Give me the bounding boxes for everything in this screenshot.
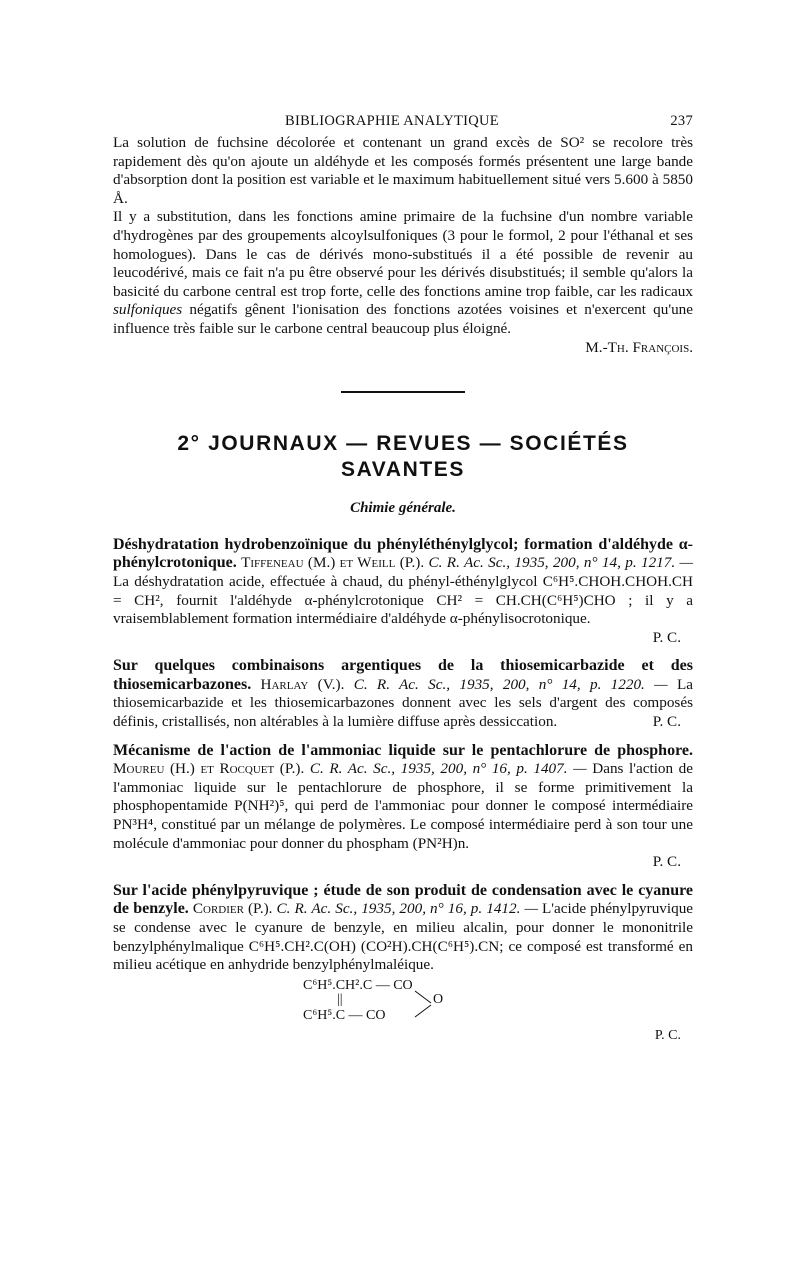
article-1-signature: P. C.	[652, 628, 681, 646]
intro-signature: M.-Th. François.	[585, 338, 693, 356]
article-3-ref: C. R. Ac. Sc., 1935, 200, n° 16, p. 1407. —	[309, 760, 587, 778]
anhydride-formula	[113, 977, 693, 1043]
article-1-body: La déshydratation acide, effectuée à chaud, du phényl-éthénylglycol C⁶H⁵.CHOH.CHOH.CH = CH², fournit l'aldéhyde α-phénylcrotonique CH² = CH.CH(C⁶H⁵)CHO ; il y a vraisemblablement formation intermédiaire d'aldéhyde α-phénylisocrotonique.	[113, 572, 693, 628]
formula-double-bond: ||	[337, 991, 343, 1007]
article-2-signature: P. C.	[652, 713, 681, 731]
article-3-body: Dans l'action de l'ammoniac liquide sur le pentachlorure de phosphore, il se forme primitivement la phosphopentamide P(NH²)⁵, qui perd de l'ammoniac pour donner le composé intermédiaire PN³H⁴, constitué par un mélange de polymères. Le composé intermédiaire perd à son tour une molécule d'ammoniac pour donner du phospham (PN²H)n.	[113, 760, 694, 852]
article-2-text	[113, 657, 693, 731]
article-4-title: Sur l'acide phénylpyruvique ; étude de son produit de condensation avec le cyanure de benzyle.	[113, 881, 693, 918]
article-1	[113, 536, 693, 648]
article-4-body: L'acide phénylpyruvique se condense avec le cyanure de benzyle, en milieu alcalin, pour donner le mononitrile benzylphénylmalique C⁶H⁵.CH².C(OH) (CO²H).CH(C⁶H⁵).CN; ce composé est transformé en milieu acétique en anhydride benzylphénylmaléique.	[113, 900, 694, 974]
subsection-title: Chimie générale.	[350, 500, 456, 517]
formula-oxygen: O	[433, 991, 444, 1007]
article-3-title: Mécanisme de l'action de l'ammoniac liquide sur le pentachlorure de phosphore.	[113, 741, 693, 759]
intro-paragraph-2-em: sulfoniques	[113, 301, 183, 319]
article-3	[113, 742, 693, 872]
section-divider	[341, 391, 465, 393]
article-3-authors: Moureu (H.) et Rocquet (P.).	[113, 760, 305, 778]
formula-line-2: C⁶H⁵.C — CO	[303, 1007, 386, 1023]
article-1-text	[113, 536, 693, 629]
article-1-authors: Tiffeneau (M.) et Weill (P.).	[241, 554, 425, 572]
intro-paragraph-1: La solution de fuchsine décolorée et contenant un grand excès de SO² se recolore très rapidement dès qu'on ajoute un aldéhyde et les composés formés présentent une large bande d'absorption dont la position est variable et le maximum habituellement situé vers 5.600 à 5850 Å.	[113, 134, 693, 207]
running-title: BIBLIOGRAPHIE ANALYTIQUE	[285, 113, 499, 129]
article-2-authors: Harlay (V.).	[260, 675, 345, 693]
page-number: 237	[670, 113, 693, 129]
article-1-ref: C. R. Ac. Sc., 1935, 200, n° 14, p. 1217. —	[428, 554, 694, 572]
page	[113, 112, 693, 1047]
article-4-text	[113, 882, 693, 975]
intro-paragraph-2-a: Il y a substitution, dans les fonctions amine primaire de la fuchsine d'un nombre variable d'hydrogènes par des groupements alcoylsulfoniques (3 pour le formol, 2 pour l'éthanal et ses homologues). Dans le cas de dérivés mono-substitués il a été possible de revenir au leucodérivé, mais ce fait n'a pu être observé pour les dérivés disubstitués; il semble qu'alors la basicité du carbone central est trop forte, celle des fonctions amine trop faible, car les radicaux	[113, 208, 693, 300]
article-4-authors: Cordier (P.).	[192, 900, 273, 918]
article-4	[113, 881, 694, 1043]
article-1-title: Déshydratation hydrobenzoïnique du phényléthénylglycol; formation d'aldéhyde α-phénylcrotonique.	[113, 535, 693, 572]
article-2-title: Sur quelques combinaisons argentiques de la thiosemicarbazide et des thiosemicarbazones.	[113, 657, 693, 693]
article-3-signature: P. C.	[652, 853, 681, 871]
formula-line-1: C⁶H⁵.CH².C — CO	[303, 977, 413, 993]
section-title: 2° JOURNAUX — REVUES — SOCIÉTÉS SAVANTES	[177, 432, 629, 482]
article-2	[113, 657, 693, 731]
intro-paragraph-2	[113, 208, 693, 338]
article-2-ref: C. R. Ac. Sc., 1935, 200, n° 14, p. 1220. —	[353, 675, 668, 693]
article-4-signature: P. C.	[654, 1027, 681, 1043]
running-header	[113, 112, 693, 134]
article-4-ref: C. R. Ac. Sc., 1935, 200, n° 16, p. 1412. —	[276, 900, 538, 918]
article-3-text	[113, 742, 693, 854]
article-2-body: La thiosemicarbazide et les thiosemicarbazones donnent avec les sels d'argent des composés définis, cristallisés, non altérables à la lumière diffuse après dessiccation.	[113, 675, 694, 731]
intro-paragraph-2-b: négatifs gênent l'ionisation des fonctions azotées voisines et n'exercent qu'une influence très faible sur le carbone central beaucoup plus éloigné.	[113, 301, 693, 337]
